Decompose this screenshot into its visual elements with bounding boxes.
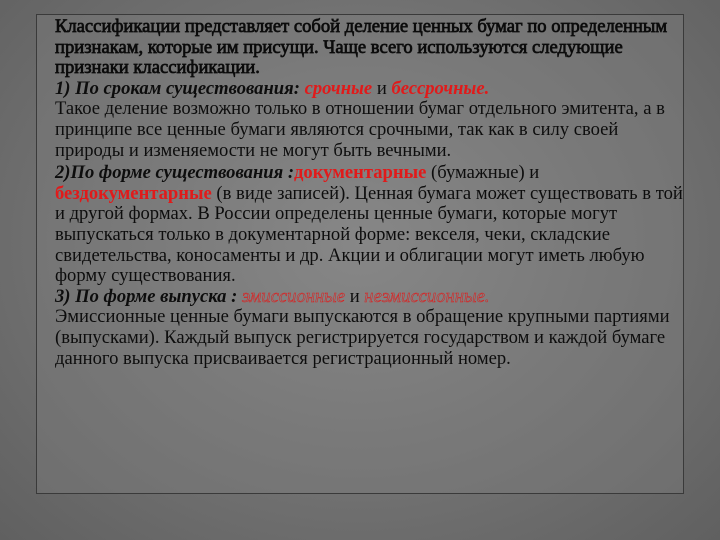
section-2-term-1: документарные xyxy=(294,162,427,184)
section-3-heading-line xyxy=(55,287,685,308)
section-1-heading-line xyxy=(55,79,685,100)
section-1-body: Такое деление возможно только в отношении бумаг отдельного эмитента, а в принципе все ценные бумаги являются срочными, так как в силу своей природы и изменяемости не могут быть вечными. xyxy=(55,98,665,161)
slide-text xyxy=(55,17,685,369)
section-1-term-2: бессрочные. xyxy=(391,77,490,99)
section-1-term-1: срочные xyxy=(304,77,373,99)
section-3-term-1: эмиссионные xyxy=(241,285,346,307)
section-2-heading: 2)По форме существования : xyxy=(55,162,295,184)
section-3-body: Эмиссионные ценные бумаги выпускаются в обращение крупными партиями (выпусками). Каждый выпуск регистрируется государством и каждой бумаге данного выпуска присваивается регистрационный номер. xyxy=(55,306,670,369)
section-2-between: (бумажные) и xyxy=(431,162,540,184)
section-2-term-2: бездокументарные xyxy=(55,182,212,204)
intro-paragraph: Классификации представляет собой деление ценных бумаг по определенным признакам, которые им присущи. Чаще всего используются следующие признаки классификации. xyxy=(55,16,668,79)
section-1-heading: 1) По срокам существования: xyxy=(55,77,300,99)
section-2-body: (в виде записей). Ценная бумага может существовать в той и другой формах. В России определены ценные бумаги, которые могут выпускаться только в документарной форме: векселя, чеки, складские свидетельства, коносаменты и др. Акции и облигации могут иметь любую форму существования. xyxy=(55,182,683,287)
section-2-paragraph xyxy=(55,163,685,287)
section-3-heading: 3) По форме выпуска : xyxy=(55,285,238,307)
section-1-and: и xyxy=(376,77,387,99)
section-3-and: и xyxy=(349,285,360,307)
section-3-term-2: неэмиссионные. xyxy=(364,285,490,307)
